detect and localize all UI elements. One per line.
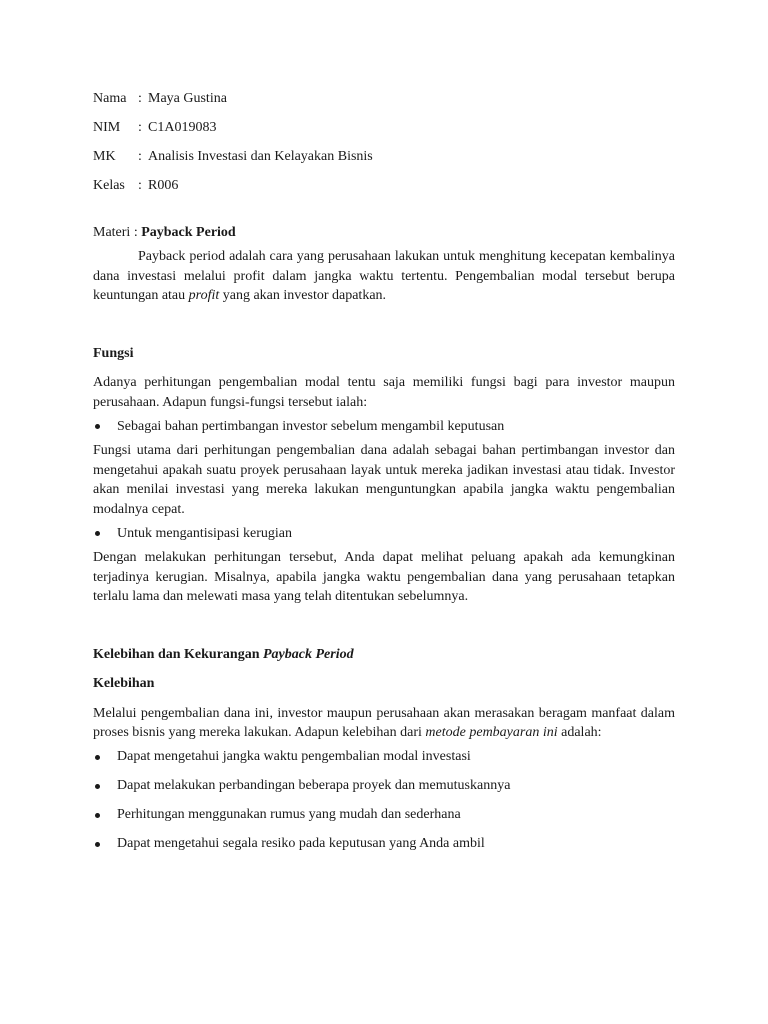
text-segment: Payback period adalah cara yang perusahaan lakukan untuk menghitung kecepatan kembalinya dana investasi melalui profit dalam jangka waktu tertentu. Pengembalian modal tersebut berupa keuntungan atau [93, 249, 675, 303]
spacer [93, 694, 675, 704]
intro-paragraph [93, 247, 675, 306]
spacer [93, 607, 675, 645]
materi-line [93, 218, 675, 247]
info-row-nim [93, 113, 675, 142]
fungsi-paragraph-1: Fungsi utama dari perhitungan pengembalian dana adalah sebagai bahan pertimbangan investor dan mengetahui apakah suatu proyek perusahaan layak untuk mereka jadikan investasi atau tidak. Investor akan menilai investasi yang mereka lakukan menguntungkan apabila jangka waktu pengembalian modalnya cepat. [93, 443, 675, 517]
info-colon: : [138, 119, 142, 135]
spacer [93, 306, 675, 344]
text-segment: yang akan investor dapatkan. [219, 288, 387, 303]
fungsi-paragraph-2: Dengan melakukan perhitungan tersebut, Anda dapat melihat peluang apakah ada kemungkinan terjadinya kerugian. Misalnya, apabila jangka waktu pengembalian dana yang perusahaan tetapkan terlalu lama dan melewati masa yang telah ditentukan sebelumnya. [93, 550, 675, 604]
kelebihan-intro-paragraph [93, 704, 675, 743]
bullet-text: Perhitungan menggunakan rumus yang mudah dan sederhana [117, 807, 461, 822]
bullet-icon [95, 842, 100, 847]
italic-text: profit [188, 288, 220, 303]
bullet-icon [95, 813, 100, 818]
info-colon: : [138, 177, 142, 193]
bullet-item [93, 743, 675, 772]
info-label: Kelas [93, 177, 125, 193]
text-segment: Melalui pengembalian dana ini, investor maupun perusahaan akan merasakan beragam manfaat dalam proses bisnis yang mereka lakukan. Adapun kelebihan dari [93, 705, 675, 740]
section-heading-kelebihan-kekurangan [93, 645, 675, 665]
info-label: Nama [93, 90, 127, 106]
spacer [93, 664, 675, 674]
info-value: Analisis Investasi dan Kelayakan Bisnis [148, 148, 373, 164]
bullet-item [93, 801, 675, 830]
italic-text: metode pembayaran ini [425, 725, 558, 740]
bullet-text: Dapat mengetahui segala resiko pada keputusan yang Anda ambil [117, 836, 485, 851]
bullet-icon [95, 531, 100, 536]
bullet-item [93, 830, 675, 859]
heading-italic: Payback Period [263, 646, 354, 662]
section-heading-fungsi: Fungsi [93, 345, 134, 361]
bullet-item [93, 519, 675, 548]
info-colon: : [138, 90, 142, 106]
kelebihan-list [93, 743, 675, 859]
bullet-icon [95, 755, 100, 760]
bullet-text: Untuk mengantisipasi kerugian [117, 525, 292, 541]
bullet-icon [95, 424, 100, 429]
student-info [93, 84, 675, 200]
bullet-item [93, 772, 675, 801]
document-content [93, 84, 675, 859]
materi-title: Payback Period [141, 224, 236, 240]
info-colon: : [138, 148, 142, 164]
info-label: MK [93, 148, 116, 164]
info-value: C1A019083 [148, 119, 217, 135]
bullet-item [93, 412, 675, 441]
info-row-nama [93, 84, 675, 113]
subsection-heading-kelebihan: Kelebihan [93, 676, 155, 691]
bullet-text: Dapat melakukan perbandingan beberapa proyek dan memutuskannya [117, 778, 511, 793]
bullet-icon [95, 784, 100, 789]
info-row-mk [93, 142, 675, 171]
bullet-text: Dapat mengetahui jangka waktu pengembalian modal investasi [117, 749, 471, 764]
info-row-kelas [93, 171, 675, 200]
materi-label: Materi : [93, 224, 138, 240]
info-value: Maya Gustina [148, 90, 227, 106]
bullet-text: Sebagai bahan pertimbangan investor sebelum mengambil keputusan [117, 418, 505, 434]
spacer [93, 363, 675, 373]
text-segment: adalah: [557, 725, 602, 740]
fungsi-intro-paragraph: Adanya perhitungan pengembalian modal tentu saja memiliki fungsi bagi para investor maupun perusahaan. Adapun fungsi-fungsi tersebut ialah: [93, 375, 675, 410]
info-label: NIM [93, 119, 121, 135]
heading-text: Kelebihan dan Kekurangan [93, 646, 263, 662]
info-value: R006 [148, 177, 179, 193]
